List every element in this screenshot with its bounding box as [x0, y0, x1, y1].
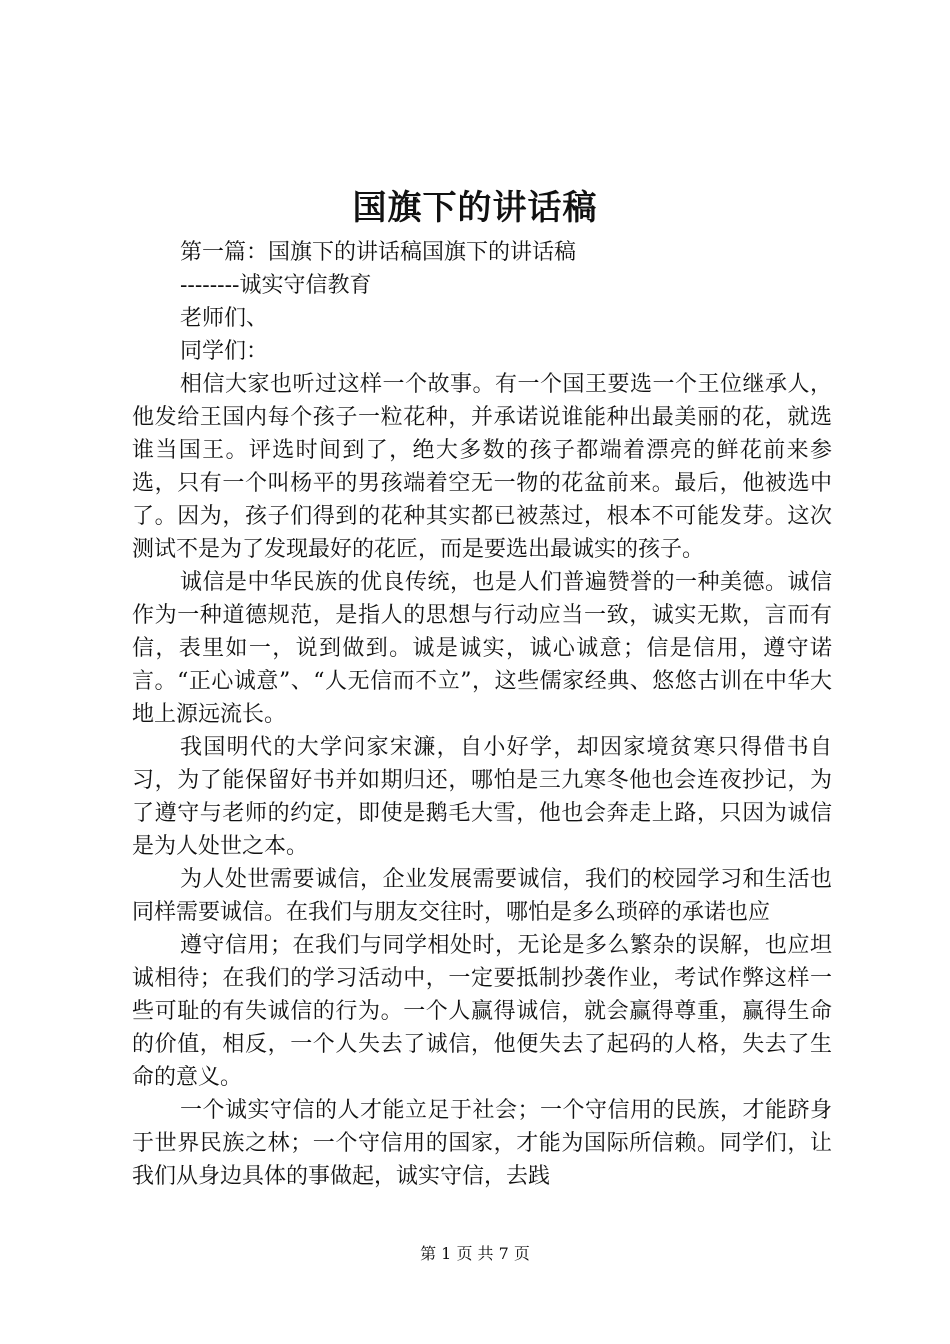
paragraph: 一个诚实守信的人才能立足于社会；一个守信用的民族，才能跻身于世界民族之林；一个守信用的国家，才能为国际所信赖。同学们，让我们从身边具体的事做起，诚实守信，去践	[132, 1098, 832, 1189]
paragraph: 相信大家也听过这样一个故事。有一个国王要选一个王位继承人，他发给王国内每个孩子一粒花种，并承诺说谁能种出最美丽的花，就选谁当国王。评选时间到了，绝大多数的孩子都端着漂亮的鲜花前来参选，只有一个叫杨平的男孩端着空无一物的花盆前来。最后，他被选中了。因为，孩子们得到的花种其实都已被蒸过，根本不可能发芽。这次测试不是为了发现最好的花匠，而是要选出最诚实的孩子。	[132, 372, 832, 562]
paragraph: 为人处世需要诚信，企业发展需要诚信，我们的校园学习和生活也同样需要诚信。在我们与朋友交往时，哪怕是多么琐碎的承诺也应	[132, 867, 832, 925]
salutation-line: 同学们：	[180, 339, 269, 364]
paragraph: 我国明代的大学问家宋濂，自小好学，却因家境贫寒只得借书自习，为了能保留好书并如期归还，哪怕是三九寒冬他也会连夜抄记，为了遵守与老师的约定，即使是鹅毛大雪，他也会奔走上路，只因为诚信是为人处世之本。	[132, 735, 832, 859]
page-number-footer: 第 1 页 共 7 页	[420, 1244, 530, 1263]
document-title: 国旗下的讲话稿	[352, 188, 598, 228]
salutation-line: 老师们、	[180, 306, 269, 331]
document-body	[132, 236, 832, 1193]
paragraph: 遵守信用；在我们与同学相处时，无论是多么繁杂的误解，也应坦诚相待；在我们的学习活动中，一定要抵制抄袭作业，考试作弊这样一些可耻的有失诚信的行为。一个人赢得诚信，就会赢得尊重，赢得生命的价值，相反，一个人失去了诚信，他便失去了起码的人格，失去了生命的意义。	[132, 933, 832, 1090]
subheading-line: --------诚实守信教育	[180, 273, 372, 298]
heading-line: 第一篇：国旗下的讲话稿国旗下的讲话稿	[180, 240, 577, 265]
paragraph: 诚信是中华民族的优良传统，也是人们普遍赞誉的一种美德。诚信作为一种道德规范，是指人的思想与行动应当一致，诚实无欺，言而有信，表里如一，说到做到。诚是诚实，诚心诚意；信是信用，遵守诺言。“正心诚意”、“人无信而不立”，这些儒家经典、悠悠古训在中华大地上源远流长。	[132, 570, 832, 727]
